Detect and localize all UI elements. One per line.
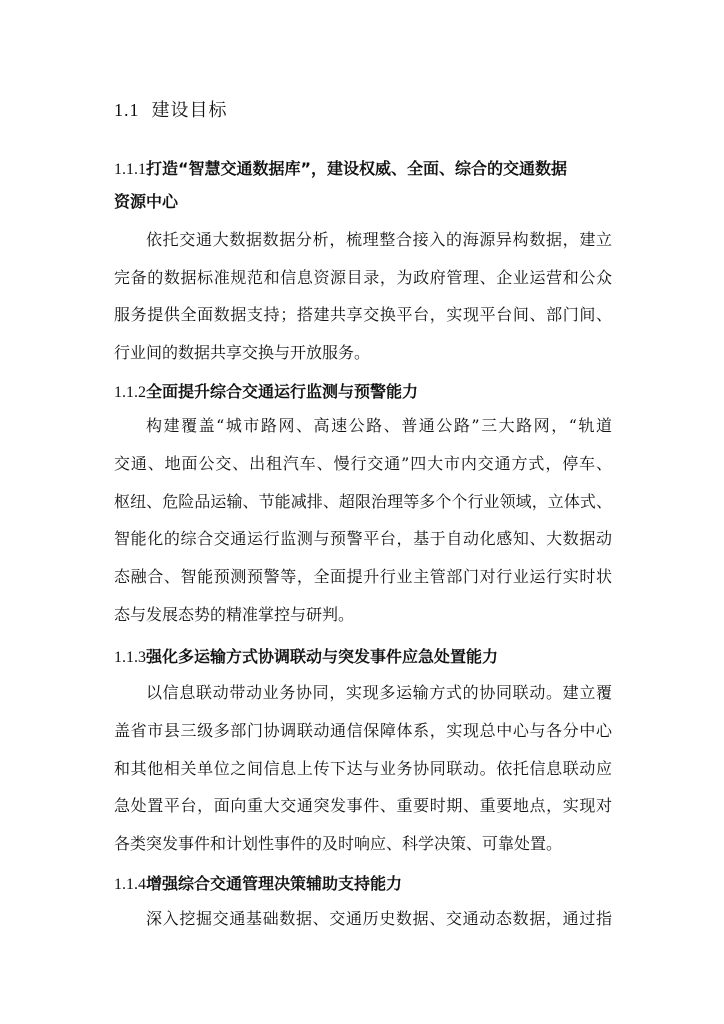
paragraph-line: 态融合、智能预测预警等，全面提升行业主管部门对行业运行实时状 bbox=[114, 567, 612, 586]
paragraph-line: 构建覆盖“城市路网、高速公路、普通公路”三大路网，“轨道 bbox=[146, 416, 612, 435]
subsection-number: 1.1.4 bbox=[114, 876, 146, 893]
paragraph-line: 行业间的数据共享交换与开放服务。 bbox=[114, 343, 371, 362]
paragraph-line: 枢纽、危险品运输、节能减排、超限治理等多个个行业领域，立体式、 bbox=[114, 492, 612, 511]
subsection-heading-3 bbox=[114, 645, 498, 670]
section-number: 1.1 bbox=[114, 100, 140, 120]
paragraph-line: 和其他相关单位之间信息上传下达与业务协同联动。依托信息联动应 bbox=[114, 759, 612, 778]
paragraph-line: 态与发展态势的精准掌控与研判。 bbox=[114, 605, 355, 624]
section-title: 建设目标 bbox=[151, 100, 228, 121]
paragraph-line: 依托交通大数据数据分析，梳理整合接入的海源异构数据，建立 bbox=[146, 230, 612, 249]
paragraph-line: 盖省市县三级多部门协调联动通信保障体系，实现总中心与各分中心 bbox=[114, 721, 612, 740]
paragraph-line: 交通、地面公交、出租汽车、慢行交通”四大市内交通方式，停车、 bbox=[114, 454, 612, 473]
subsection-heading-1-cont: 资源中心 bbox=[114, 192, 179, 211]
subsection-number: 1.1.1 bbox=[114, 161, 146, 178]
subsection-heading-1 bbox=[114, 157, 567, 182]
section-heading bbox=[114, 96, 228, 125]
paragraph-line: 智能化的综合交通运行监测与预警平台，基于自动化感知、大数据动 bbox=[114, 529, 612, 548]
subsection-heading-2 bbox=[114, 380, 418, 405]
paragraph-line: 急处置平台，面向重大交通突发事件、重要时期、重要地点，实现对 bbox=[114, 796, 612, 815]
subsection-number: 1.1.2 bbox=[114, 384, 146, 401]
paragraph-line: 完备的数据标准规范和信息资源目录，为政府管理、企业运营和公众 bbox=[114, 268, 612, 287]
subsection-title: 强化多运输方式协调联动与突发事件应急处置能力 bbox=[146, 647, 499, 666]
paragraph-line: 服务提供全面数据支持；搭建共享交换平台，实现平台间、部门间、 bbox=[114, 305, 612, 324]
paragraph-line: 以信息联动带动业务协同，实现多运输方式的协同联动。建立覆 bbox=[146, 683, 612, 702]
paragraph-line: 各类突发事件和计划性事件的及时响应、科学决策、可靠处置。 bbox=[114, 834, 563, 853]
subsection-heading-4 bbox=[114, 872, 402, 897]
subsection-title: 增强综合交通管理决策辅助支持能力 bbox=[146, 874, 403, 893]
subsection-number: 1.1.3 bbox=[114, 649, 146, 666]
subsection-title: 打造“智慧交通数据库”，建设权威、全面、综合的交通数据 bbox=[146, 159, 568, 178]
paragraph-line: 深入挖掘交通基础数据、交通历史数据、交通动态数据，通过指 bbox=[146, 909, 612, 928]
subsection-title: 全面提升综合交通运行监测与预警能力 bbox=[146, 382, 419, 401]
